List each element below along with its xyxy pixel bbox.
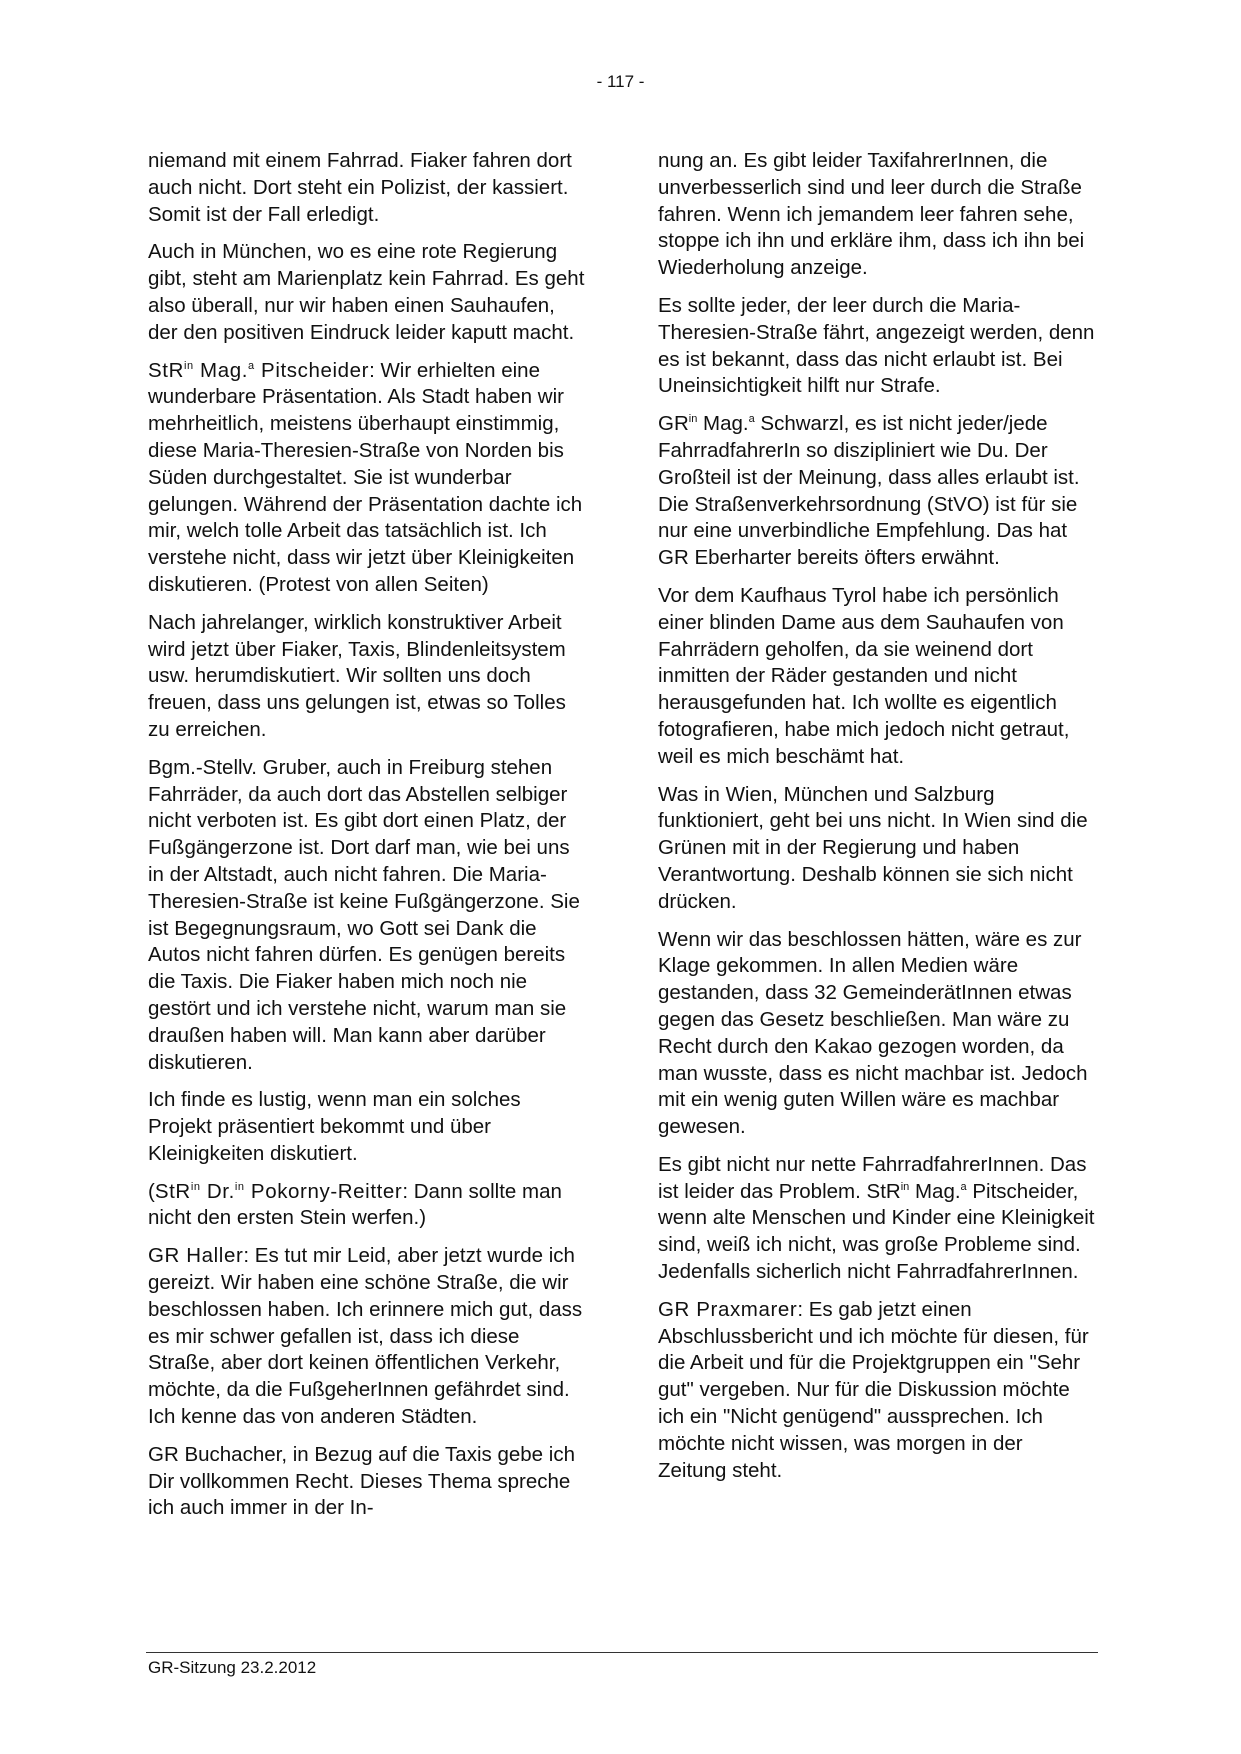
paragraph: niemand mit einem Fahrrad. Fiaker fahren dort auch nicht. Dort steht ein Polizist, der kassiert. Somit ist der Fall erledigt. [148,149,572,226]
right-column [658,148,1096,1495]
paragraph: $GR^{in}$ Mag.$^a$ Schwarzl, es ist nicht jeder/jede FahrradfahrerIn so diszipliniert wie Du. Der Großteil ist der Meinung, dass alles erlaubt ist. Die Straßenverkehrsordnung (StVO) ist für sie nur eine unverbindliche Empfehlung. Das hat GR Eberharter bereits öfters erwähnt. [658,412,1080,570]
paragraph: nung an. Es gibt leider TaxifahrerInnen, die unverbesserlich sind und leer durch die Straße fahren. Wenn ich jemandem leer fahren sehe, stoppe ich ihn und erkläre ihm, dass ich ihn bei Wiederholung anzeige. [658,149,1085,280]
speaker-name: StR$^{in}$ Dr.$^{in}$ Pokorny-Reitter [154,1179,403,1203]
left-column [148,148,586,1533]
paragraph: GR Buchacher, in Bezug auf die Taxis gebe ich Dir vollkommen Recht. Dieses Thema spreche ich auch immer in der In- [148,1442,575,1520]
paragraph: Es gibt nicht nur nette FahrradfahrerInnen. Das ist leider das Problem. StR$^{in}$ Mag.$^a$ Pitscheider, wenn alte Menschen und Kinder eine Kleinigkeit sind, weiß ich nicht, was große Probleme sind. Jedenfalls sicherlich nicht FahrradfahrerInnen. [658,1152,1095,1284]
paragraph: Es sollte jeder, der leer durch die Maria-Theresien-Straße fährt, angezeigt werden, denn es ist bekannt, dass das nicht erlaubt ist. Bei Uneinsichtigkeit hilft nur Strafe. [658,293,1095,398]
paragraph: StR$^{in}$ Mag.$^a$ Pitscheider: Wir erhielten eine wunderbare Präsentation. Als Stadt haben wir mehrheitlich, meistens überhaupt einstimmig, diese Maria-Theresien-Straße von Norden bis Süden durchgestaltet. Sie ist wunderbar gelungen. Während der Präsentation dachte ich mir, welch tolle Arbeit das tatsächlich ist. Ich verstehe nicht, dass wir jetzt über Kleinigkeiten diskutieren. (Protest von allen Seiten) [148,358,583,596]
paragraph: Nach jahrelanger, wirklich konstruktiver Arbeit wird jetzt über Fiaker, Taxis, Blindenleitsystem usw. herumdiskutiert. Wir sollten uns doch freuen, dass uns gelungen ist, etwas so Tolles zu erreichen. [148,610,566,741]
paragraph: GR Haller: Es tut mir Leid, aber jetzt wurde ich gereizt. Wir haben eine schöne Straße, die wir beschlossen haben. Ich erinnere mich gut, dass es mir schwer gefallen ist, dass ich diese Straße, aber dort keinen öffentlichen Verkehr, möchte, da die FußgeherInnen gefährdet sind. Ich kenne das von anderen Städten. [148,1244,583,1429]
speaker-name: StR$^{in}$ Mag.$^a$ Pitscheider [148,358,370,382]
speaker-name: GR Praxmarer [658,1297,798,1321]
speaker-name: $GR^{in}$ Mag.$^a$ Schwarzl [658,412,844,436]
paragraph: Ich finde es lustig, wenn man ein solches Projekt präsentiert bekommt und über Kleinigkeiten diskutiert. [148,1088,521,1165]
speaker-name: StR$^{in}$ Mag.$^a$ Pitscheider [866,1179,1073,1203]
paragraph: GR Praxmarer: Es gab jetzt einen Abschlussbericht und ich möchte für diesen, für die Arbeit und für die Projektgruppen ein "Sehr gut" vergeben. Nur für die Diskussion möchte ich ein "Nicht genügend" aussprechen. Ich möchte nicht wissen, was morgen in der Zeitung steht. [658,1297,1089,1482]
page-number: - 117 - [596,72,645,91]
speaker-name: GR Haller [148,1244,244,1268]
paragraph: Bgm.-Stellv. Gruber, auch in Freiburg stehen Fahrräder, da auch dort das Abstellen selbiger nicht verboten ist. Es gibt dort einen Platz, der Fußgängerzone ist. Dort darf man, wie bei uns in der Altstadt, auch nicht fahren. Die Maria-Theresien-Straße ist keine Fußgängerzone. Sie ist Begegnungsraum, wo Gott sei Dank die Autos nicht fahren dürfen. Es genügen bereits die Taxis. Die Fiaker haben mich noch nie gestört und ich verstehe nicht, warum man sie draußen haben will. Man kann aber darüber diskutieren. [148,755,580,1074]
paragraph: Wenn wir das beschlossen hätten, wäre es zur Klage gekommen. In allen Medien wäre gestanden, dass 32 GemeinderätInnen etwas gegen das Gesetz beschließen. Man wäre zu Recht durch den Kakao gezogen worden, da man wusste, dass es nicht machbar ist. Jedoch mit ein wenig guten Willen wäre es machbar gewesen. [658,927,1088,1139]
paragraph: Vor dem Kaufhaus Tyrol habe ich persönlich einer blinden Dame aus dem Sauhaufen von Fahrrädern geholfen, da sie weinend dort inmitten der Räder gestanden und nicht herausgefunden hat. Ich wollte es eigentlich fotografieren, habe mich jedoch nicht getraut, weil es mich beschämt hat. [658,583,1070,768]
footer-session: GR-Sitzung 23.2.2012 [148,1658,317,1677]
footer-divider [146,1652,1098,1653]
paragraph: (StR$^{in}$ Dr.$^{in}$ Pokorny-Reitter: Dann sollte man nicht den ersten Stein werfen.) [148,1179,562,1230]
paragraph: Was in Wien, München und Salzburg funktioniert, geht bei uns nicht. In Wien sind die Grünen mit in der Regierung und haben Verantwortung. Deshalb können sie sich nicht drücken. [658,782,1088,913]
paragraph: Auch in München, wo es eine rote Regierung gibt, steht am Marienplatz kein Fahrrad. Es geht also überall, nur wir haben einen Sauhaufen, der den positiven Eindruck leider kaputt macht. [148,240,585,344]
